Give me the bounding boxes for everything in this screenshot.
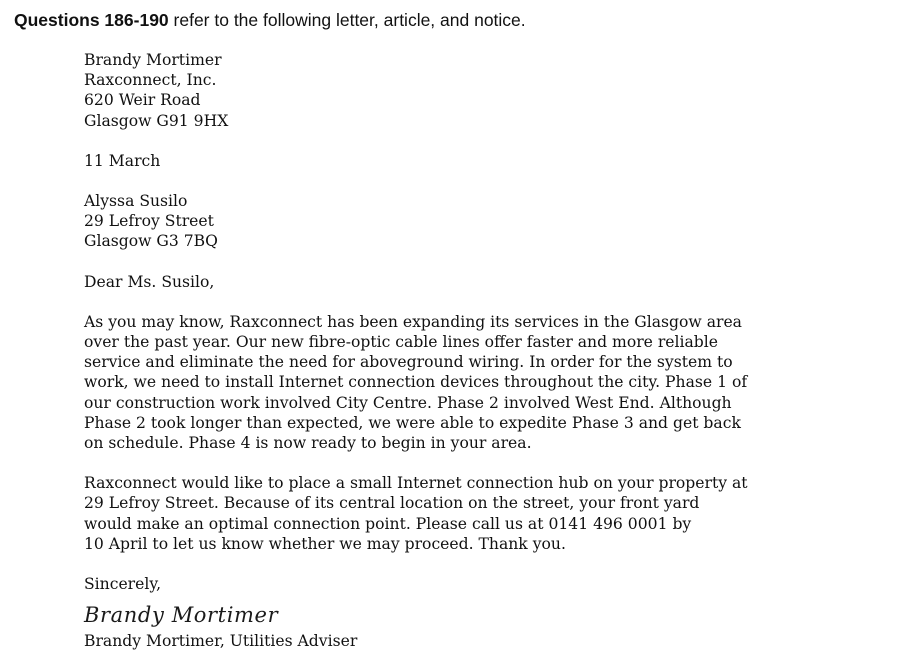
question-instruction: refer to the following letter, article, and notice. (168, 10, 526, 30)
paragraph-line: on schedule. Phase 4 is now ready to begin in your area. (84, 434, 532, 453)
question-heading (14, 9, 526, 31)
handwritten-signature: Brandy Mortimer (84, 603, 279, 628)
recipient-address (84, 191, 824, 252)
sender-company: Raxconnect, Inc. (84, 71, 217, 90)
paragraph-line: work, we need to install Internet connection devices throughout the city. Phase 1 of (84, 373, 748, 392)
recipient-city: Glasgow G3 7BQ (84, 232, 218, 251)
paragraph-line: 10 April to let us know whether we may proceed. Thank you. (84, 534, 566, 553)
paragraph-line: Raxconnect would like to place a small Internet connection hub on your property at (84, 474, 748, 493)
question-range: Questions 186-190 (14, 10, 169, 30)
sender-street: 620 Weir Road (84, 91, 201, 110)
sender-address (84, 50, 824, 131)
paragraph-line: service and eliminate the need for aboveground wiring. In order for the system to (84, 353, 733, 372)
letter (84, 50, 824, 651)
paragraph-line: would make an optimal connection point. Please call us at 0141 496 0001 by (84, 514, 692, 533)
sender-name: Brandy Mortimer (84, 51, 222, 69)
paragraph-line: over the past year. Our new fibre-optic cable lines offer faster and more reliable (84, 333, 719, 352)
salutation: Dear Ms. Susilo, (84, 272, 215, 291)
body-paragraph-1 (84, 312, 824, 453)
paragraph-line: our construction work involved City Centre. Phase 2 involved West End. Although (84, 393, 732, 412)
letter-date: 11 March (84, 151, 161, 170)
closing: Sincerely, (84, 575, 162, 594)
body-paragraph-2 (84, 473, 824, 554)
paragraph-line: 29 Lefroy Street. Because of its central location on the street, your front yard (84, 494, 700, 513)
signer-name-title: Brandy Mortimer, Utilities Adviser (84, 632, 358, 651)
paragraph-line: Phase 2 took longer than expected, we were able to expedite Phase 3 and get back (84, 413, 741, 432)
paragraph-line: As you may know, Raxconnect has been expanding its services in the Glasgow area (84, 312, 742, 331)
sender-city: Glasgow G91 9HX (84, 111, 229, 130)
recipient-name: Alyssa Susilo (84, 192, 188, 211)
recipient-street: 29 Lefroy Street (84, 212, 214, 231)
